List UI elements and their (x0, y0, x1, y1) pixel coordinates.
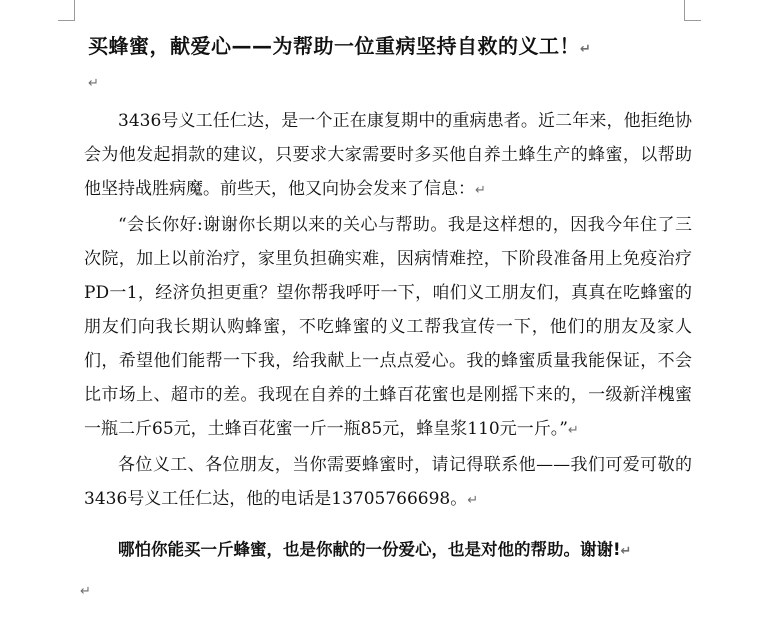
paragraph-mark-icon: ↵ (80, 584, 91, 599)
paragraph-mark-icon: ↵ (580, 42, 592, 57)
document-title-text: 买蜂蜜，献爱心——为帮助一位重病坚持自救的义工！ (88, 34, 580, 58)
body-paragraph-1 (84, 104, 692, 208)
paragraph-mark-icon: ↵ (567, 423, 579, 438)
body-paragraph-2 (84, 208, 692, 448)
document-body[interactable] (84, 104, 692, 518)
body-paragraph-3 (84, 448, 692, 518)
final-empty-paragraph (80, 580, 91, 599)
paragraph-mark-icon: ↵ (467, 493, 479, 508)
closing-line-text: 哪怕你能买一斤蜂蜜，也是你献的一份爱心，也是对他的帮助。谢谢! (118, 540, 621, 559)
paragraph-mark-icon: ↵ (620, 544, 632, 559)
paragraph-mark-icon: ↵ (475, 183, 486, 198)
closing-line (84, 533, 694, 569)
body-paragraph-2-text: “会长你好:谢谢你长期以来的关心与帮助。我是这样想的，因我今年住了三次院，加上以前治疗，家里负担确实难，因病情难控，下阶段准备用上免疫治疗PD一1，经济负担更重？望你帮我呼吁一下，咱们义工朋友们，真真在吃蜂蜜的朋友们向我长期认购蜂蜜，不吃蜂蜜的义工帮我宣传一下，他们的朋友及家人们，希望他们能帮一下我，给我献上一点点爱心。我的蜂蜜质量我能保证，不会比市场上、超市的差。我现在自养的土蜂百花蜜也是刚摇下来的，一级新洋槐蜜一瓶二斤65元，土蜂百花蜜一斤一瓶85元，蜂皇浆110元一斤。” (84, 215, 692, 439)
page-corner-marker-top-left (58, 0, 75, 21)
document-title (88, 30, 668, 66)
empty-paragraph (88, 72, 99, 91)
body-paragraph-1-text: 3436号义工任仁达，是一个正在康复期中的重病患者。近二年来，他拒绝协会为他发起捐款的建议，只要求大家需要时多买他自养土蜂生产的蜂蜜，以帮助他坚持战胜病魔。前些天，他又向协会发来了信息： (84, 111, 692, 199)
paragraph-mark-icon: ↵ (88, 76, 99, 91)
page-corner-marker-top-right (684, 0, 701, 21)
body-paragraph-3-text: 各位义工、各位朋友，当你需要蜂蜜时，请记得联系他——我们可爱可敬的3436号义工任仁达，他的电话是13705766698。 (84, 455, 692, 509)
